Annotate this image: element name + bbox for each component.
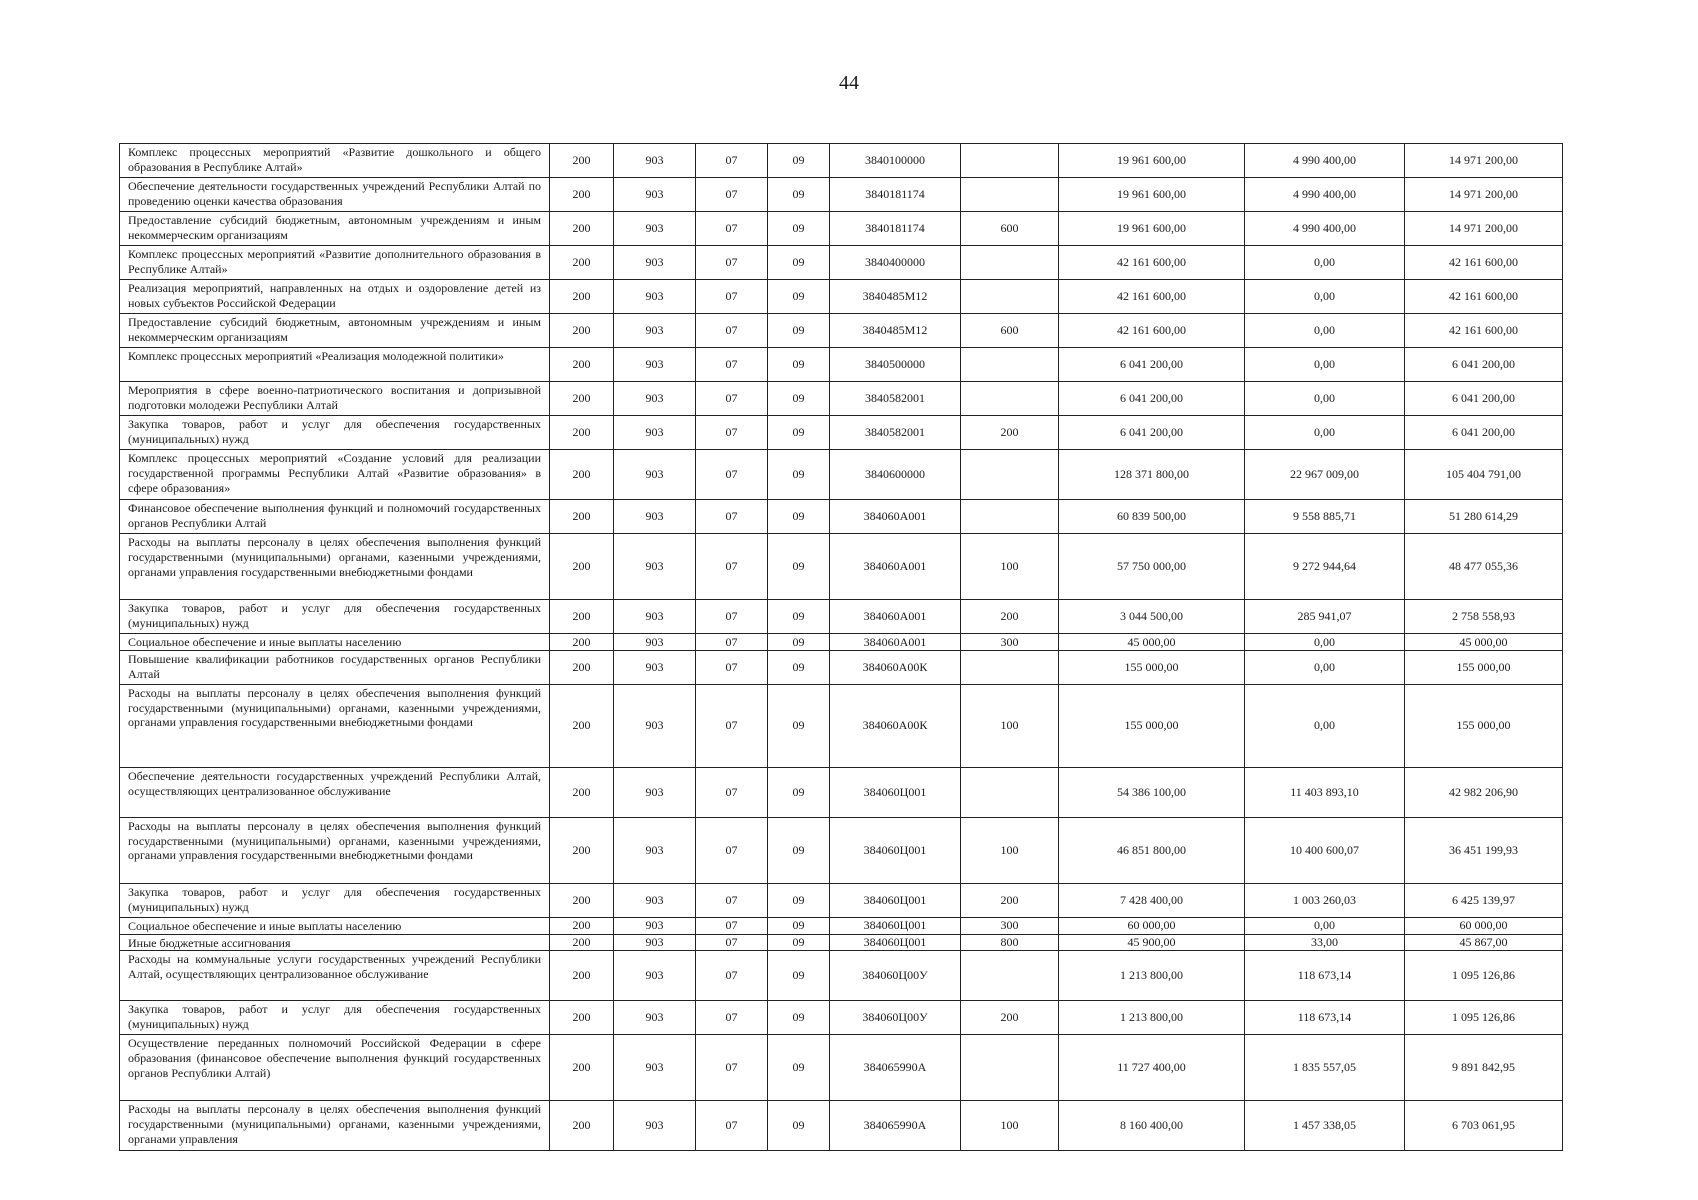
cell-c3: 07 [696,1101,768,1151]
cell-vr: 100 [961,817,1059,883]
cell-c2: 903 [614,883,696,917]
cell-vr: 600 [961,212,1059,246]
table-row [120,817,1563,883]
cell-c4: 09 [768,178,830,212]
cell-part1: 1 003 260,03 [1245,883,1405,917]
table-row [120,917,1563,934]
cell-part1: 285 941,07 [1245,600,1405,634]
cell-total: 19 961 600,00 [1059,178,1245,212]
cell-part2: 6 425 139,97 [1405,883,1563,917]
cell-part2: 6 041 200,00 [1405,416,1563,450]
cell-c3: 07 [696,450,768,500]
table-row [120,534,1563,600]
cell-c2: 903 [614,634,696,651]
cell-c1: 200 [550,534,614,600]
cell-vr: 300 [961,917,1059,934]
cell-vr: 200 [961,883,1059,917]
cell-vr [961,348,1059,382]
row-name-cell: Мероприятия в сфере военно-патриотического воспитания и допризывной подготовки молодежи Республики Алтай [120,382,550,416]
cell-part2: 42 982 206,90 [1405,767,1563,817]
table-row [120,416,1563,450]
cell-part1: 0,00 [1245,917,1405,934]
table-row [120,348,1563,382]
cell-total: 19 961 600,00 [1059,144,1245,178]
cell-c1: 200 [550,450,614,500]
cell-code: 384065990А [830,1035,961,1101]
cell-vr [961,500,1059,534]
cell-c1: 200 [550,634,614,651]
cell-part2: 60 000,00 [1405,917,1563,934]
cell-vr: 600 [961,314,1059,348]
cell-c1: 200 [550,144,614,178]
cell-part1: 4 990 400,00 [1245,144,1405,178]
cell-total: 7 428 400,00 [1059,883,1245,917]
cell-c3: 07 [696,500,768,534]
cell-vr [961,246,1059,280]
cell-part1: 118 673,14 [1245,1001,1405,1035]
cell-part2: 42 161 600,00 [1405,280,1563,314]
table-row [120,212,1563,246]
table-row [120,1101,1563,1151]
cell-c1: 200 [550,382,614,416]
cell-c2: 903 [614,314,696,348]
cell-c4: 09 [768,416,830,450]
cell-c3: 07 [696,934,768,951]
cell-c1: 200 [550,883,614,917]
cell-total: 3 044 500,00 [1059,600,1245,634]
cell-total: 60 000,00 [1059,917,1245,934]
cell-total: 6 041 200,00 [1059,348,1245,382]
cell-c2: 903 [614,684,696,767]
row-name-cell: Комплекс процессных мероприятий «Реализация молодежной политики» [120,348,550,382]
cell-part1: 4 990 400,00 [1245,212,1405,246]
cell-code: 384060А00К [830,684,961,767]
row-name-cell: Обеспечение деятельности государственных учреждений Республики Алтай по проведению оценки качества образования [120,178,550,212]
cell-c4: 09 [768,817,830,883]
cell-part1: 0,00 [1245,348,1405,382]
cell-c3: 07 [696,178,768,212]
cell-part1: 0,00 [1245,684,1405,767]
cell-c3: 07 [696,767,768,817]
cell-vr: 100 [961,1101,1059,1151]
cell-c2: 903 [614,144,696,178]
cell-c4: 09 [768,951,830,1001]
row-name-cell: Расходы на коммунальные услуги государственных учреждений Республики Алтай, осуществляющих централизованное обслуживание [120,951,550,1001]
cell-c2: 903 [614,246,696,280]
cell-part2: 105 404 791,00 [1405,450,1563,500]
cell-part1: 4 990 400,00 [1245,178,1405,212]
cell-vr: 200 [961,1001,1059,1035]
row-name-cell: Расходы на выплаты персоналу в целях обеспечения выполнения функций государственными (муниципальными) органами, казенными учреждениями, органами управления государственными внебюджетными фондами [120,534,550,600]
cell-code: 384060Ц00У [830,1001,961,1035]
cell-total: 6 041 200,00 [1059,416,1245,450]
row-name-cell: Предоставление субсидий бюджетным, автономным учреждениям и иным некоммерческим организациям [120,212,550,246]
cell-c2: 903 [614,1035,696,1101]
row-name-cell: Социальное обеспечение и иные выплаты населению [120,917,550,934]
cell-c1: 200 [550,500,614,534]
cell-part1: 10 400 600,07 [1245,817,1405,883]
cell-c4: 09 [768,212,830,246]
cell-c2: 903 [614,1101,696,1151]
page-number: 44 [839,72,859,94]
cell-total: 54 386 100,00 [1059,767,1245,817]
cell-c4: 09 [768,348,830,382]
cell-part2: 6 703 061,95 [1405,1101,1563,1151]
cell-part1: 9 558 885,71 [1245,500,1405,534]
cell-c1: 200 [550,280,614,314]
cell-code: 3840400000 [830,246,961,280]
cell-total: 42 161 600,00 [1059,280,1245,314]
row-name-cell: Предоставление субсидий бюджетным, автономным учреждениям и иным некоммерческим организациям [120,314,550,348]
cell-vr [961,951,1059,1001]
table-row [120,1001,1563,1035]
row-name-cell: Расходы на выплаты персоналу в целях обеспечения выполнения функций государственными (муниципальными) органами, казенными учреждениями, органами управления государственными внебюджетными фондами [120,817,550,883]
cell-code: 3840500000 [830,348,961,382]
cell-code: 384060А001 [830,534,961,600]
table-row [120,934,1563,951]
cell-c1: 200 [550,416,614,450]
cell-c4: 09 [768,314,830,348]
row-name-cell: Социальное обеспечение и иные выплаты населению [120,634,550,651]
table-row [120,767,1563,817]
cell-total: 6 041 200,00 [1059,382,1245,416]
cell-code: 384060А001 [830,500,961,534]
cell-code: 384060Ц001 [830,767,961,817]
cell-c2: 903 [614,650,696,684]
budget-table [119,143,1563,1151]
cell-c1: 200 [550,951,614,1001]
cell-part1: 1 835 557,05 [1245,1035,1405,1101]
cell-c1: 200 [550,1101,614,1151]
cell-c1: 200 [550,600,614,634]
cell-code: 384060Ц001 [830,817,961,883]
cell-c4: 09 [768,280,830,314]
row-name-cell: Иные бюджетные ассигнования [120,934,550,951]
table-row [120,684,1563,767]
cell-part2: 51 280 614,29 [1405,500,1563,534]
cell-code: 384060Ц001 [830,917,961,934]
cell-part2: 155 000,00 [1405,650,1563,684]
cell-c2: 903 [614,348,696,382]
cell-c1: 200 [550,767,614,817]
cell-c1: 200 [550,1035,614,1101]
cell-vr: 100 [961,534,1059,600]
cell-c3: 07 [696,144,768,178]
cell-c1: 200 [550,917,614,934]
cell-c1: 200 [550,314,614,348]
cell-total: 11 727 400,00 [1059,1035,1245,1101]
cell-c3: 07 [696,817,768,883]
row-name-cell: Осуществление переданных полномочий Российской Федерации в сфере образования (финансовое обеспечение выполнения функций государственных органов Республики Алтай) [120,1035,550,1101]
cell-c1: 200 [550,817,614,883]
cell-part1: 1 457 338,05 [1245,1101,1405,1151]
cell-c3: 07 [696,1035,768,1101]
cell-c3: 07 [696,634,768,651]
cell-c2: 903 [614,534,696,600]
row-name-cell: Закупка товаров, работ и услуг для обеспечения государственных (муниципальных) нужд [120,1001,550,1035]
table-row [120,382,1563,416]
cell-c4: 09 [768,246,830,280]
cell-part2: 36 451 199,93 [1405,817,1563,883]
cell-c3: 07 [696,280,768,314]
cell-c3: 07 [696,246,768,280]
cell-vr: 200 [961,416,1059,450]
cell-c3: 07 [696,382,768,416]
cell-c4: 09 [768,934,830,951]
cell-c4: 09 [768,144,830,178]
cell-part1: 0,00 [1245,314,1405,348]
cell-total: 57 750 000,00 [1059,534,1245,600]
row-name-cell: Комплекс процессных мероприятий «Развитие дошкольного и общего образования в Республике Алтай» [120,144,550,178]
cell-c4: 09 [768,534,830,600]
table-row [120,951,1563,1001]
cell-c3: 07 [696,1001,768,1035]
cell-total: 155 000,00 [1059,684,1245,767]
cell-c2: 903 [614,280,696,314]
cell-c2: 903 [614,951,696,1001]
table-row [120,500,1563,534]
table-body [120,144,1563,1151]
row-name-cell: Финансовое обеспечение выполнения функций и полномочий государственных органов Республики Алтай [120,500,550,534]
cell-c2: 903 [614,500,696,534]
cell-total: 155 000,00 [1059,650,1245,684]
table-row [120,634,1563,651]
cell-c3: 07 [696,917,768,934]
cell-part1: 11 403 893,10 [1245,767,1405,817]
cell-c2: 903 [614,450,696,500]
cell-code: 384060А001 [830,600,961,634]
cell-code: 3840100000 [830,144,961,178]
row-name-cell: Закупка товаров, работ и услуг для обеспечения государственных (муниципальных) нужд [120,883,550,917]
cell-vr [961,144,1059,178]
cell-vr [961,650,1059,684]
cell-total: 8 160 400,00 [1059,1101,1245,1151]
cell-part1: 0,00 [1245,634,1405,651]
cell-c1: 200 [550,1001,614,1035]
cell-c2: 903 [614,917,696,934]
table-row [120,1035,1563,1101]
cell-c4: 09 [768,450,830,500]
table-row [120,600,1563,634]
table-row [120,314,1563,348]
cell-vr [961,382,1059,416]
cell-part2: 42 161 600,00 [1405,246,1563,280]
row-name-cell: Повышение квалификации работников государственных органов Республики Алтай [120,650,550,684]
cell-part2: 14 971 200,00 [1405,178,1563,212]
cell-vr [961,450,1059,500]
cell-part2: 9 891 842,95 [1405,1035,1563,1101]
cell-vr [961,1035,1059,1101]
cell-code: 3840582001 [830,382,961,416]
table-row [120,144,1563,178]
cell-code: 384060Ц00У [830,951,961,1001]
cell-c4: 09 [768,684,830,767]
cell-code: 384060А001 [830,634,961,651]
cell-part2: 45 867,00 [1405,934,1563,951]
cell-total: 45 900,00 [1059,934,1245,951]
cell-c1: 200 [550,684,614,767]
cell-c3: 07 [696,534,768,600]
cell-c4: 09 [768,500,830,534]
cell-c1: 200 [550,348,614,382]
cell-part2: 2 758 558,93 [1405,600,1563,634]
cell-part1: 0,00 [1245,280,1405,314]
row-name-cell: Комплекс процессных мероприятий «Развитие дополнительного образования в Республике Алтай» [120,246,550,280]
cell-c4: 09 [768,650,830,684]
cell-vr: 300 [961,634,1059,651]
row-name-cell: Закупка товаров, работ и услуг для обеспечения государственных (муниципальных) нужд [120,600,550,634]
cell-total: 128 371 800,00 [1059,450,1245,500]
cell-code: 384060А00К [830,650,961,684]
cell-code: 3840582001 [830,416,961,450]
cell-c4: 09 [768,883,830,917]
cell-code: 384060Ц001 [830,883,961,917]
table-row [120,280,1563,314]
cell-code: 384065990А [830,1101,961,1151]
cell-c2: 903 [614,212,696,246]
table-row [120,246,1563,280]
cell-c3: 07 [696,883,768,917]
cell-part2: 48 477 055,36 [1405,534,1563,600]
cell-total: 19 961 600,00 [1059,212,1245,246]
cell-part1: 22 967 009,00 [1245,450,1405,500]
cell-c2: 903 [614,382,696,416]
cell-c1: 200 [550,178,614,212]
row-name-cell: Реализация мероприятий, направленных на отдых и оздоровление детей из новых субъектов Российской Федерации [120,280,550,314]
cell-c1: 200 [550,212,614,246]
table-row [120,450,1563,500]
cell-c4: 09 [768,382,830,416]
cell-c2: 903 [614,1001,696,1035]
cell-code: 3840485M12 [830,314,961,348]
cell-code: 3840485M12 [830,280,961,314]
cell-c2: 903 [614,934,696,951]
cell-vr [961,280,1059,314]
cell-c4: 09 [768,634,830,651]
cell-part2: 45 000,00 [1405,634,1563,651]
cell-part2: 14 971 200,00 [1405,212,1563,246]
table-row [120,178,1563,212]
cell-total: 42 161 600,00 [1059,246,1245,280]
row-name-cell: Расходы на выплаты персоналу в целях обеспечения выполнения функций государственными (муниципальными) органами, казенными учреждениями, органами управления государственными внебюджетными фондами [120,684,550,767]
cell-code: 384060Ц001 [830,934,961,951]
cell-part2: 14 971 200,00 [1405,144,1563,178]
cell-part1: 0,00 [1245,246,1405,280]
cell-part2: 6 041 200,00 [1405,348,1563,382]
cell-c2: 903 [614,817,696,883]
cell-part1: 33,00 [1245,934,1405,951]
cell-total: 60 839 500,00 [1059,500,1245,534]
cell-code: 3840600000 [830,450,961,500]
cell-c3: 07 [696,348,768,382]
cell-c2: 903 [614,178,696,212]
cell-part2: 155 000,00 [1405,684,1563,767]
cell-c4: 09 [768,1101,830,1151]
row-name-cell: Расходы на выплаты персоналу в целях обеспечения выполнения функций государственными (муниципальными) органами, казенными учреждениями, органами управления [120,1101,550,1151]
cell-part1: 118 673,14 [1245,951,1405,1001]
cell-c4: 09 [768,917,830,934]
cell-c4: 09 [768,1001,830,1035]
cell-vr: 200 [961,600,1059,634]
cell-c3: 07 [696,951,768,1001]
cell-total: 45 000,00 [1059,634,1245,651]
cell-part1: 0,00 [1245,650,1405,684]
cell-c3: 07 [696,684,768,767]
cell-vr [961,178,1059,212]
cell-part1: 0,00 [1245,382,1405,416]
row-name-cell: Закупка товаров, работ и услуг для обеспечения государственных (муниципальных) нужд [120,416,550,450]
cell-total: 1 213 800,00 [1059,1001,1245,1035]
table-row [120,883,1563,917]
cell-part2: 1 095 126,86 [1405,951,1563,1001]
cell-c4: 09 [768,767,830,817]
cell-part2: 42 161 600,00 [1405,314,1563,348]
cell-total: 46 851 800,00 [1059,817,1245,883]
table-row [120,650,1563,684]
cell-c2: 903 [614,416,696,450]
cell-c1: 200 [550,246,614,280]
cell-c3: 07 [696,212,768,246]
cell-vr: 800 [961,934,1059,951]
cell-part2: 6 041 200,00 [1405,382,1563,416]
cell-c4: 09 [768,1035,830,1101]
cell-code: 3840181174 [830,212,961,246]
cell-c1: 200 [550,650,614,684]
cell-c4: 09 [768,600,830,634]
cell-total: 42 161 600,00 [1059,314,1245,348]
cell-part1: 9 272 944,64 [1245,534,1405,600]
cell-total: 1 213 800,00 [1059,951,1245,1001]
cell-c1: 200 [550,934,614,951]
row-name-cell: Комплекс процессных мероприятий «Создание условий для реализации государственной программы Республики Алтай «Развитие образования» в сфере образования» [120,450,550,500]
cell-c3: 07 [696,314,768,348]
cell-part2: 1 095 126,86 [1405,1001,1563,1035]
cell-vr: 100 [961,684,1059,767]
cell-code: 3840181174 [830,178,961,212]
cell-vr [961,767,1059,817]
cell-c3: 07 [696,600,768,634]
cell-c3: 07 [696,650,768,684]
row-name-cell: Обеспечение деятельности государственных учреждений Республики Алтай, осуществляющих централизованное обслуживание [120,767,550,817]
cell-c2: 903 [614,600,696,634]
cell-c3: 07 [696,416,768,450]
cell-part1: 0,00 [1245,416,1405,450]
cell-c2: 903 [614,767,696,817]
